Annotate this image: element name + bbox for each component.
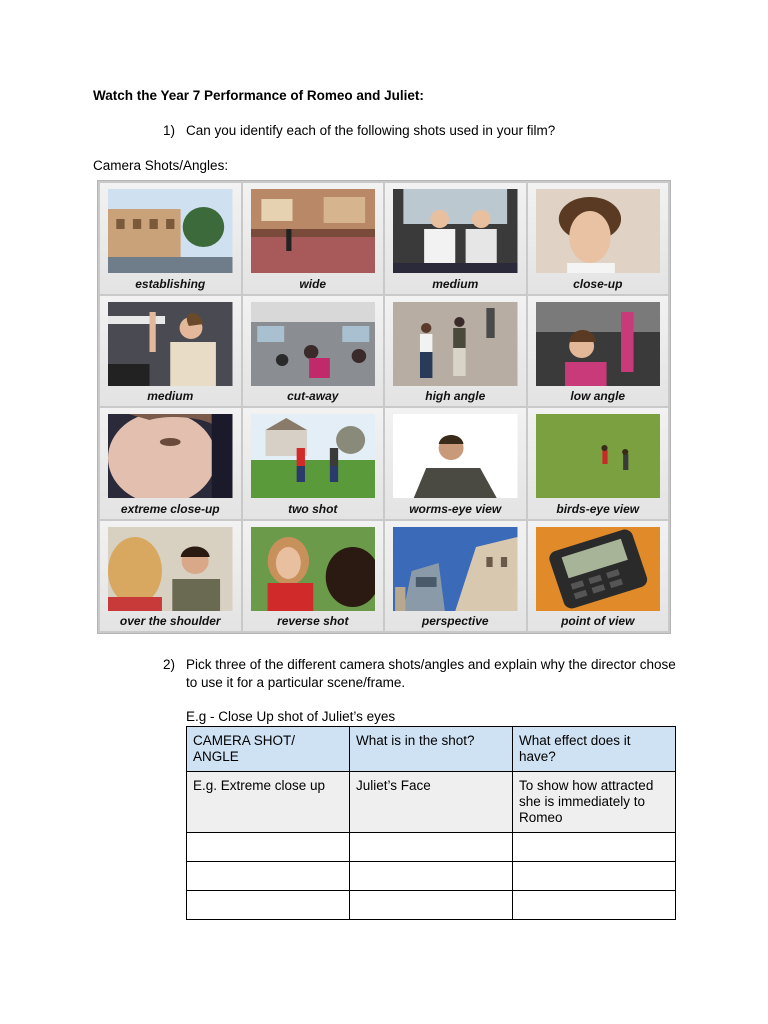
shot-photo: [251, 189, 376, 273]
example-what-in-shot: Juliet’s Face: [350, 772, 513, 833]
shot-caption: medium: [147, 389, 194, 403]
question-2: [163, 656, 683, 692]
shot-card-over-the-shoulder: [100, 521, 241, 632]
shot-card-point-of-view: [528, 521, 669, 632]
table-row: [187, 862, 676, 891]
shot-card-high-angle: [385, 296, 526, 407]
answer-cell[interactable]: [513, 862, 676, 891]
camera-shots-grid: [97, 180, 671, 634]
shot-card-reverse-shot: [243, 521, 384, 632]
shot-card-establishing: [100, 183, 241, 294]
answer-cell[interactable]: [513, 833, 676, 862]
example-line: E.g - Close Up shot of Juliet’s eyes: [186, 709, 396, 724]
shot-caption: worms-eye view: [409, 501, 502, 516]
shot-caption: birds-eye view: [556, 501, 640, 516]
shot-photo: [536, 302, 661, 386]
table-row: [187, 833, 676, 862]
shot-caption: reverse shot: [277, 614, 349, 628]
worksheet-title: Watch the Year 7 Performance of Romeo and Juliet:: [93, 88, 424, 103]
shot-photo: [108, 527, 233, 611]
table-example-row: [187, 772, 676, 833]
shot-photo: [108, 189, 233, 273]
shot-photo: [251, 414, 376, 498]
question-1-text: Can you identify each of the following shots used in your film?: [186, 123, 556, 138]
answer-cell[interactable]: [350, 833, 513, 862]
question-2-number: 2): [163, 657, 176, 672]
answer-cell[interactable]: [187, 891, 350, 920]
shot-card-medium-2: [100, 296, 241, 407]
shot-caption: establishing: [135, 276, 206, 291]
table-row: [187, 891, 676, 920]
shot-card-two-shot: [243, 408, 384, 519]
shot-photo: [536, 189, 661, 273]
shot-photo: [108, 414, 233, 498]
shot-photo: [393, 189, 518, 273]
answer-table: [186, 726, 676, 920]
shot-card-low-angle: [528, 296, 669, 407]
question-1-number: 1): [163, 123, 176, 138]
shot-caption: medium: [432, 276, 479, 291]
shot-card-birds-eye-view: [528, 408, 669, 519]
shot-card-cut-away: [243, 296, 384, 407]
shot-caption: close-up: [573, 276, 623, 291]
example-camera-shot: E.g. Extreme close up: [187, 772, 350, 833]
example-effect: To show how attracted she is immediately to Romeo: [513, 772, 676, 833]
shot-caption: high angle: [425, 389, 486, 403]
header-what-in-shot: What is in the shot?: [350, 727, 513, 772]
shot-photo: [393, 527, 518, 611]
table-header-row: [187, 727, 676, 772]
answer-cell[interactable]: [187, 833, 350, 862]
shot-caption: extreme close-up: [120, 501, 220, 516]
shot-photo: [536, 527, 661, 611]
answer-cell[interactable]: [350, 891, 513, 920]
answer-cell[interactable]: [187, 862, 350, 891]
header-effect: What effect does it have?: [513, 727, 676, 772]
shot-caption: cut-away: [287, 389, 339, 403]
answer-cell[interactable]: [350, 862, 513, 891]
shot-card-wide: [243, 183, 384, 294]
shot-caption: over the shoulder: [119, 614, 221, 628]
shot-photo: [251, 302, 376, 386]
shot-photo: [393, 302, 518, 386]
question-2-text: Pick three of the different camera shots/angles and explain why the director chose to use it for a particular scene/frame.: [186, 657, 676, 690]
shot-caption: perspective: [421, 614, 489, 628]
header-camera-shot: CAMERA SHOT/ ANGLE: [187, 727, 350, 772]
shot-caption: low angle: [570, 389, 626, 403]
shot-card-perspective: [385, 521, 526, 632]
shot-caption: two shot: [288, 501, 338, 516]
shot-card-extreme-close-up: [100, 408, 241, 519]
shot-photo: [251, 527, 376, 611]
shot-card-medium: [385, 183, 526, 294]
answer-cell[interactable]: [513, 891, 676, 920]
shot-photo: [108, 302, 233, 386]
shot-caption: point of view: [561, 614, 635, 628]
section-label: Camera Shots/Angles:: [93, 158, 229, 173]
question-1: [163, 123, 555, 138]
shot-photo: [536, 414, 661, 498]
shot-photo: [393, 414, 518, 498]
shot-card-close-up: [528, 183, 669, 294]
shot-caption: wide: [299, 276, 327, 291]
shot-card-worms-eye-view: [385, 408, 526, 519]
